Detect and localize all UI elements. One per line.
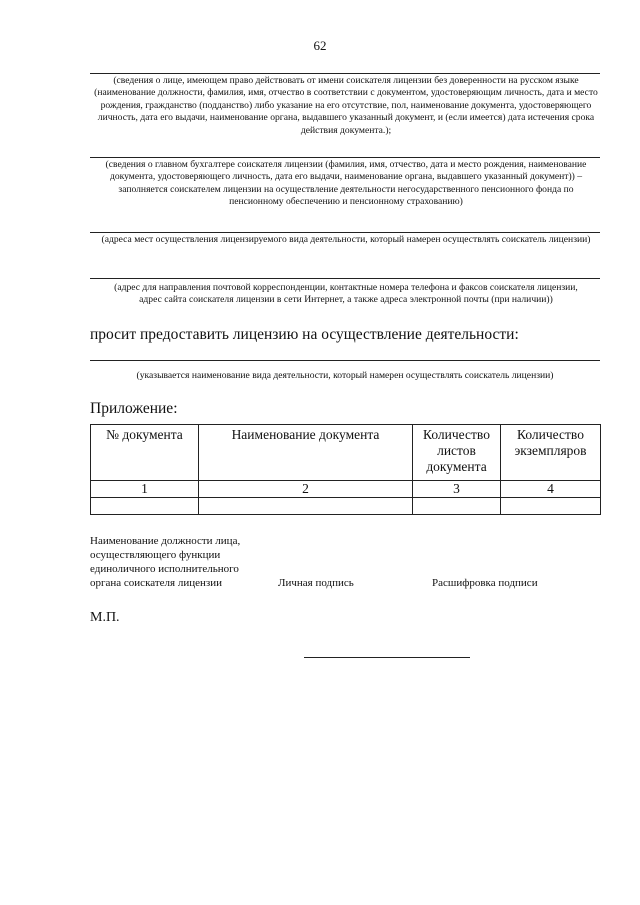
table-number-row bbox=[91, 481, 601, 498]
fill-line bbox=[90, 232, 600, 233]
decryption-label: Расшифровка подписи bbox=[432, 577, 538, 589]
signature-label: Личная подпись bbox=[278, 577, 354, 589]
column-number: 1 bbox=[91, 481, 199, 498]
header-doc-name: Наименование документа bbox=[199, 425, 413, 481]
field-note-contacts: (адрес для направления почтовой корреспонденции, контактные номера телефона и факсов соискателя лицензии, адрес сайта соискателя лицензии в сети Интернет, а также адреса электронной почты (при наличии)) bbox=[114, 282, 578, 306]
column-number: 3 bbox=[413, 481, 501, 498]
table-cell[interactable] bbox=[501, 498, 601, 515]
field-note-activity: (указывается наименование вида деятельности, который намерен осуществлять соискатель лицензии) bbox=[136, 370, 554, 381]
header-sheet-count: Количество листов документа bbox=[413, 425, 501, 481]
column-number: 4 bbox=[501, 481, 601, 498]
column-number: 2 bbox=[199, 481, 413, 498]
table-cell[interactable] bbox=[91, 498, 199, 515]
header-copy-count: Количество экземпляров bbox=[501, 425, 601, 481]
fill-line bbox=[90, 278, 600, 279]
attachment-heading: Приложение: bbox=[90, 400, 178, 417]
fill-line bbox=[90, 360, 600, 361]
attachments-table bbox=[90, 424, 601, 515]
table-header-row bbox=[91, 425, 601, 481]
page-number: 62 bbox=[313, 38, 327, 53]
request-text: просит предоставить лицензию на осуществление деятельности: bbox=[90, 326, 519, 343]
fill-line bbox=[90, 157, 600, 158]
position-label: Наименование должности лица, осуществляющего функции единоличного исполнительного органа соискателя лицензии bbox=[90, 535, 241, 589]
field-note-activity-addresses: (адреса мест осуществления лицензируемого вида деятельности, который намерен осуществлять соискатель лицензии) bbox=[101, 234, 591, 245]
table-cell[interactable] bbox=[199, 498, 413, 515]
header-doc-number: № документа bbox=[91, 425, 199, 481]
field-note-director: (сведения о лице, имеющем право действовать от имени соискателя лицензии без доверенности на русском языке (наименование должности, фамилия, имя, отчество в соответствии с документом, удостоверяющим личность, дата и место рождения, гражданство (подданство) либо указание на его отсутствие, пол, наименование документа, удостоверяющего личность, дата его выдачи, наименование органа, выдавшего указанный документ, и (если имеется) дата истечения срока действия документа.); bbox=[94, 75, 598, 136]
table-row bbox=[91, 498, 601, 515]
seal-label: М.П. bbox=[90, 610, 120, 625]
bottom-line bbox=[304, 657, 470, 658]
field-note-accountant: (сведения о главном бухгалтере соискателя лицензии (фамилия, имя, отчество, дата и место рождения, наименование документа, удостоверяющего личность, дата его выдачи, наименование органа, выдавшего указанный документ)) – заполняется соискателем лицензии на осуществление деятельности негосударственного пенсионного фонда по пенсионному обеспечению и пенсионному страхованию) bbox=[105, 159, 587, 208]
fill-line bbox=[90, 73, 600, 74]
table-cell[interactable] bbox=[413, 498, 501, 515]
